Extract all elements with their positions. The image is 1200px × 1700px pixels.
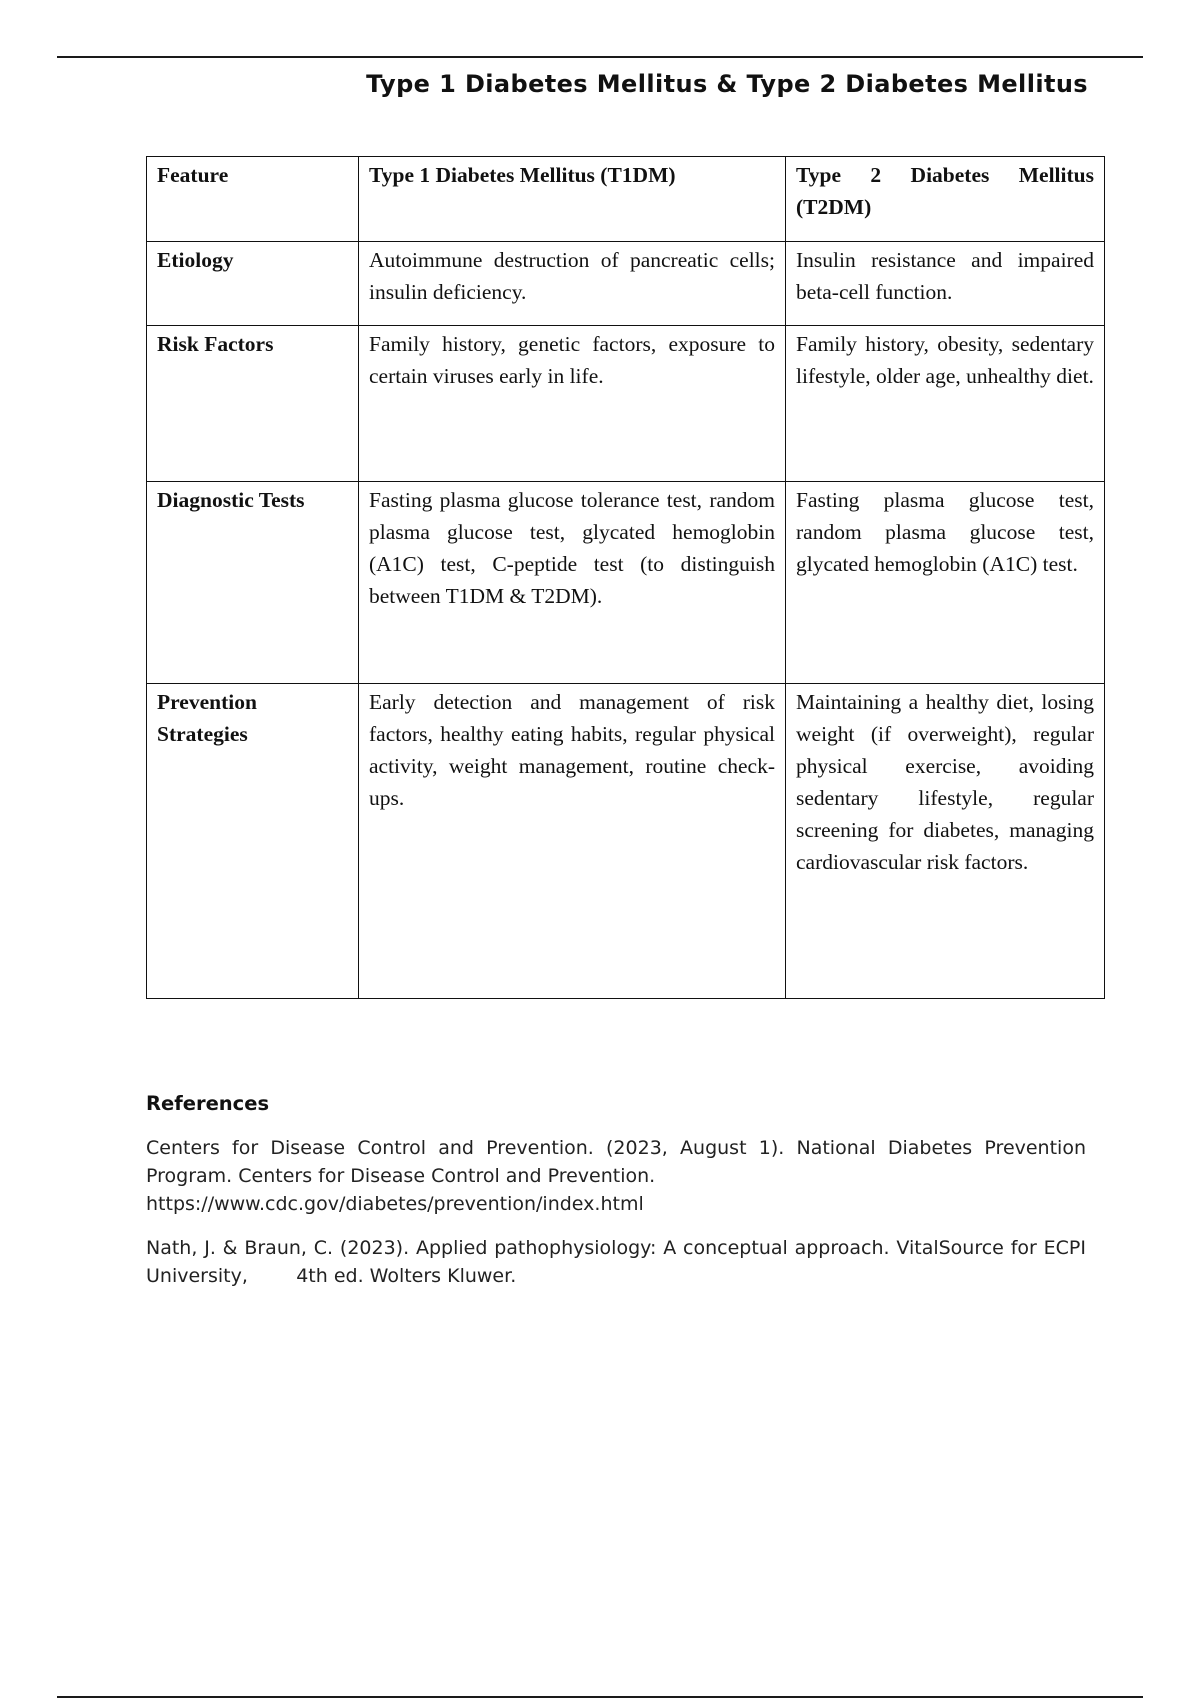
table-header-row [147, 157, 1105, 242]
feature-cell: Etiology [147, 242, 359, 326]
reference-text: Nath, J. & Braun, C. (2023). Applied pathophysiology: A conceptual approach. VitalSource for ECPI University, 4th ed. Wolters Kluwer. [146, 1237, 1093, 1287]
feature-cell: Risk Factors [147, 326, 359, 482]
table-row [147, 326, 1105, 482]
feature-cell: Prevention Strategies [147, 684, 359, 999]
t1dm-cell: Autoimmune destruction of pancreatic cells; insulin deficiency. [359, 242, 786, 326]
document-title: Type 1 Diabetes Mellitus & Type 2 Diabetes Mellitus [366, 70, 1088, 98]
references-section [146, 1090, 1093, 1306]
t1dm-cell: Early detection and management of risk factors, healthy eating habits, regular physical activity, weight management, routine check-ups. [359, 684, 786, 999]
table-row [147, 684, 1105, 999]
reference-text: Centers for Disease Control and Prevention. (2023, August 1). National Diabetes Prevention Program. Centers for Disease Control and Prevention. [146, 1137, 1086, 1187]
header-t2dm: Type 2 Diabetes Mellitus (T2DM) [786, 157, 1105, 242]
comparison-table [146, 156, 1105, 999]
reference-item [146, 1134, 1086, 1218]
t2dm-cell: Family history, obesity, sedentary lifestyle, older age, unhealthy diet. [786, 326, 1105, 482]
bottom-rule [57, 1696, 1143, 1698]
t2dm-cell: Fasting plasma glucose test, random plasma glucose test, glycated hemoglobin (A1C) test. [786, 482, 1105, 684]
top-rule [57, 56, 1143, 58]
t2dm-cell: Maintaining a healthy diet, losing weight (if overweight), regular physical exercise, avoiding sedentary lifestyle, regular screening for diabetes, managing cardiovascular risk factors. [786, 684, 1105, 999]
table-row [147, 482, 1105, 684]
header-feature: Feature [147, 157, 359, 242]
reference-url[interactable]: https://www.cdc.gov/diabetes/prevention/index.html [146, 1193, 644, 1215]
references-heading: References [146, 1092, 270, 1115]
reference-item [146, 1234, 1093, 1290]
t1dm-cell: Fasting plasma glucose tolerance test, random plasma glucose test, glycated hemoglobin (A1C) test, C-peptide test (to distinguish between T1DM & T2DM). [359, 482, 786, 684]
feature-cell: Diagnostic Tests [147, 482, 359, 684]
table-row [147, 242, 1105, 326]
header-t1dm: Type 1 Diabetes Mellitus (T1DM) [359, 157, 786, 242]
t2dm-cell: Insulin resistance and impaired beta-cell function. [786, 242, 1105, 326]
t1dm-cell: Family history, genetic factors, exposure to certain viruses early in life. [359, 326, 786, 482]
